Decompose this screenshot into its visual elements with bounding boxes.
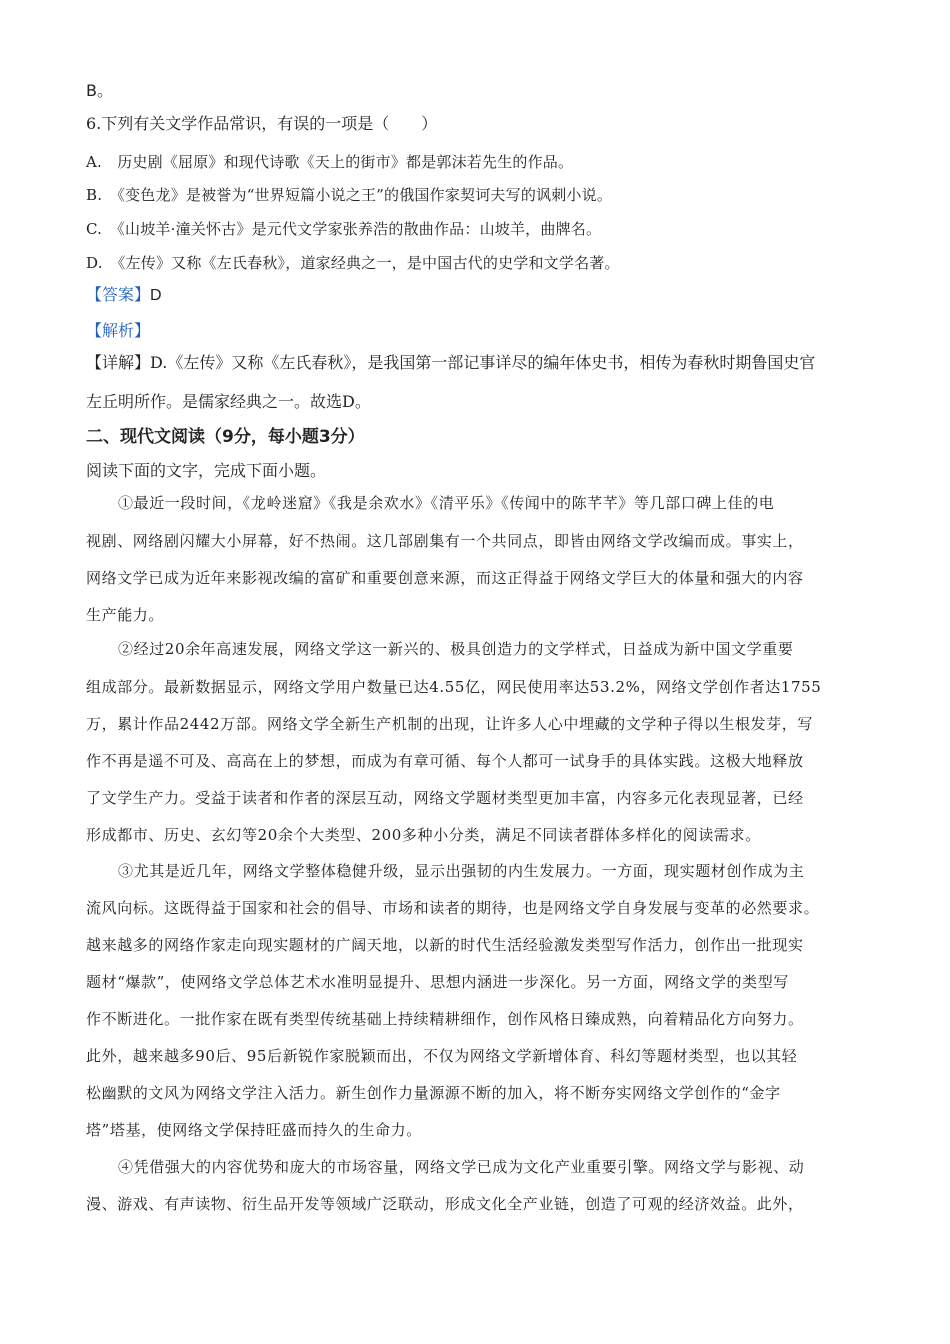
passage-line: 网络文学已成为近年来影视改编的富矿和重要创意来源，而这正得益于网络文学巨大的体量和强大的内容 — [86, 569, 804, 587]
question-6-option-c: C. 《山坡羊·潼关怀古》是元代文学家张养浩的散曲作品：山坡羊，曲牌名。 — [86, 220, 602, 238]
passage-line: 视剧、网络剧闪耀大小屏幕，好不热闹。这几部剧集有一个共同点，即皆由网络文学改编而成。事实上， — [86, 532, 804, 550]
question-6-option-b: B. 《变色龙》是被誉为“世界短篇小说之王”的俄国作家契诃夫写的讽刺小说。 — [86, 186, 613, 204]
passage-line: 作不再是遥不可及、高高在上的梦想，而成为有章可循、每个人都可一试身手的具体实践。这极大地释放 — [86, 752, 804, 770]
passage-line: ③尤其是近几年，网络文学整体稳健升级，显示出强韧的内生发展力。一方面，现实题材创作成为主 — [118, 862, 805, 880]
passage-line: ①最近一段时间，《龙岭迷窟》《我是余欢水》《清平乐》《传闻中的陈芊芊》等几部口碑上佳的电 — [118, 494, 775, 512]
passage-line: 题材“爆款”，使网络文学总体艺术水准明显提升、思想内涵进一步深化。另一方面，网络文学的类型写 — [86, 973, 789, 991]
detail-line-2: 左丘明所作。是儒家经典之一。故选D。 — [86, 392, 371, 411]
passage-line: 形成都市、历史、玄幻等20余个大类型、200多种小分类，满足不同读者群体多样化的阅读需求。 — [86, 826, 761, 844]
answer-value: D — [150, 287, 162, 304]
passage-line: ②经过20余年高速发展，网络文学这一新兴的、极具创造力的文学样式，日益成为新中国文学重要 — [118, 640, 794, 658]
passage-line: 此外，越来越多90后、95后新锐作家脱颖而出，不仅为网络文学新增体育、科幻等题材类型，也以其轻 — [86, 1047, 798, 1065]
passage-line: 生产能力。 — [86, 606, 165, 624]
section-instruction: 阅读下面的文字，完成下面小题。 — [86, 461, 327, 480]
passage-line: 组成部分。最新数据显示，网络文学用户数量已达4.55亿，网民使用率达53.2%，网络文学创作者达1755 — [86, 678, 822, 696]
question-6-stem: 6.下列有关文学作品常识，有误的一项是（ ） — [86, 114, 438, 133]
passage-line: 作不断进化。一批作家在既有类型传统基础上持续精耕细作，创作风格日臻成熟，向着精品化方向努力。 — [86, 1010, 804, 1028]
question-6-option-d: D. 《左传》又称《左氏春秋》，道家经典之一，是中国古代的史学和文学名著。 — [86, 254, 620, 272]
question-6-option-a: A. 历史剧《屈原》和现代诗歌《天上的街市》都是郭沫若先生的作品。 — [86, 153, 574, 171]
analysis-tag: 【解析】 — [86, 321, 151, 340]
passage-line: 漫、游戏、有声读物、衍生品开发等领域广泛联动，形成文化全产业链，创造了可观的经济效益。此外， — [86, 1195, 804, 1213]
section-heading: 二、现代文阅读（9分，每小题3分） — [86, 427, 365, 447]
passage-line: ④凭借强大的内容优势和庞大的市场容量，网络文学已成为文化产业重要引擎。网络文学与影视、动 — [118, 1158, 805, 1176]
passage-line: 松幽默的文风为网络文学注入活力。新生创作力量源源不断的加入，将不断夯实网络文学创作的“金字 — [86, 1084, 781, 1102]
passage-line: 流风向标。这既得益于国家和社会的倡导、市场和读者的期待，也是网络文学自身发展与变革的必然要求。 — [86, 899, 820, 917]
passage-line: 了文学生产力。受益于读者和作者的深层互动，网络文学题材类型更加丰富，内容多元化表现显著，已经 — [86, 789, 804, 807]
previous-answer-tail: B。 — [86, 81, 113, 100]
answer-tag: 【答案】 — [86, 285, 151, 304]
passage-line: 越来越多的网络作家走向现实题材的广阔天地，以新的时代生活经验激发类型写作活力，创作出一批现实 — [86, 936, 804, 954]
answer-row — [86, 284, 162, 307]
passage-line: 万，累计作品2442万部。网络文学全新生产机制的出现，让许多人心中埋藏的文学种子得以生根发芽，写 — [86, 715, 813, 733]
passage-line: 塔”塔基，使网络文学保持旺盛而持久的生命力。 — [86, 1121, 422, 1139]
detail-line-1: 【详解】D.《左传》又称《左氏春秋》，是我国第一部记事详尽的编年体史书，相传为春秋时期鲁国史官 — [86, 353, 816, 372]
